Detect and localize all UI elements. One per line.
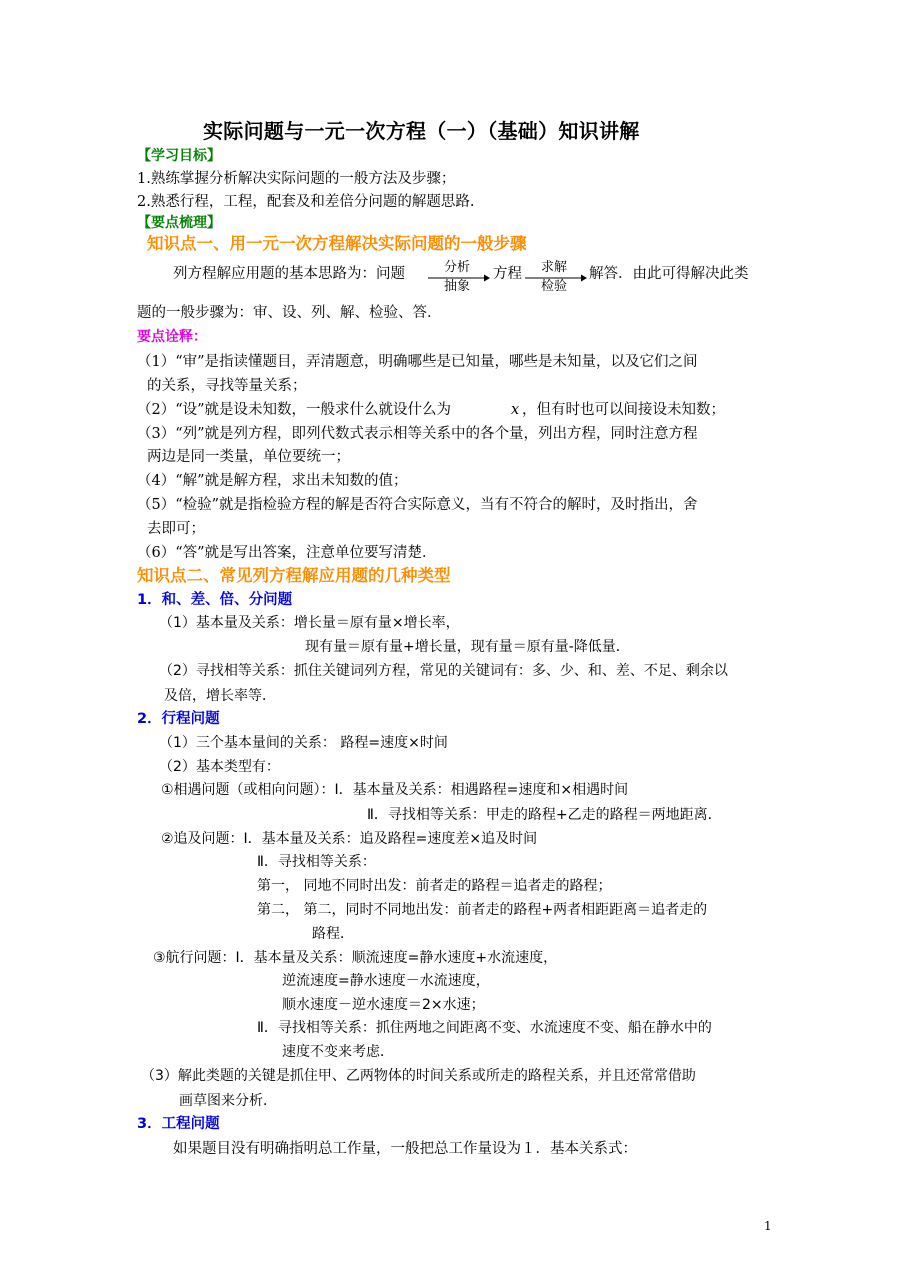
- arrow-solve-check: [525, 260, 587, 300]
- note-line-6: （6）“答”就是写出答案，注意单位要写清楚．: [137, 545, 437, 561]
- note-variable-x: x: [511, 402, 520, 418]
- s2-line-6: Ⅱ．寻找相等关系：: [257, 854, 376, 870]
- s2-line-16: 画草图来分析．: [179, 1093, 277, 1109]
- kp1-intro-suffix: 解答．由此可得解决此类: [589, 266, 749, 282]
- s2-line-11: 逆流速度=静水速度－水流速度，: [282, 973, 490, 989]
- s2-line-4: Ⅱ．寻找相等关系：甲走的路程+乙走的路程＝两地距离．: [367, 807, 722, 823]
- arrow1-top-label: 分析: [443, 260, 470, 275]
- document-title: 实际问题与一元一次方程（一）（基础）知识讲解: [203, 119, 640, 143]
- note-line-3: （3）“列”就是列方程，即列代数式表示相等关系中的各个量，列出方程，同时注意方程: [137, 426, 698, 442]
- kp1-equation-word: 方程: [493, 266, 522, 282]
- kp1-intro-line2: 题的一般步骤为：审、设、列、解、检验、答．: [137, 305, 442, 321]
- note-line-4: （4）“解”就是解方程，求出未知数的值；: [137, 473, 408, 489]
- learning-goals-tag: 【学习目标】: [137, 148, 221, 164]
- kp1-intro-prefix: 列方程解应用题的基本思路为：问题: [173, 266, 405, 282]
- s3-line-1: 如果题目没有明确指明总工作量，一般把总工作量设为１．基本关系式：: [173, 1141, 637, 1157]
- s2-line-10: ③航行问题：Ⅰ．基本量及关系：顺流速度=静水速度+水流速度，: [153, 950, 558, 966]
- note-line-1: （1）“审”是指读懂题目，弄清题意，明确哪些是已知量，哪些是未知量，以及它们之间: [137, 354, 698, 370]
- arrow-analyze-abstract: [428, 260, 490, 300]
- key-points-tag: 【要点梳理】: [137, 215, 221, 231]
- s2-line-8: 第二， 第二，同时不同地出发：前者走的路程+两者相距距离＝追者走的: [257, 902, 708, 918]
- note-line-5: （5）“检验”就是指检验方程的解是否符合实际意义，当有不符合的解时，及时指出，舍: [137, 497, 698, 513]
- knowledge-point-1-heading: 知识点一、用一元一次方程解决实际问题的一般步骤: [147, 234, 527, 253]
- s2-line-15: （3）解此类题的关键是抓住甲、乙两物体的时间关系或所走的路程关系，并且还常常借助: [141, 1068, 696, 1084]
- note-line-2b: ，但有时也可以间接设未知数；: [522, 402, 725, 418]
- section-3-heading: 3．工程问题: [137, 1116, 220, 1132]
- s1-line-2: 现有量＝原有量+增长量，现有量＝原有量-降低量．: [305, 639, 630, 655]
- goal-item-2: 2.熟悉行程，工程，配套及和差倍分问题的解题思路.: [137, 194, 475, 210]
- arrow1-bottom-label: 抽象: [443, 279, 470, 294]
- section-1-heading: 1．和、差、倍、分问题: [137, 592, 293, 608]
- s2-line-2: （2）基本类型有：: [159, 759, 280, 775]
- note-line-2a: （2）“设”就是设未知数，一般求什么就设什么为: [137, 402, 452, 418]
- s2-line-5: ②追及问题：Ⅰ．基本量及关系：追及路程=速度差×追及时间: [161, 831, 538, 847]
- page-number: 1: [764, 1219, 772, 1233]
- goal-item-1: 1.熟练掌握分析解决实际问题的一般方法及步骤；: [137, 171, 456, 187]
- s1-line-1: （1）基本量及关系：增长量＝原有量×增长率，: [159, 615, 460, 631]
- s1-line-3: （2）寻找相等关系：抓住关键词列方程，常见的关键词有：多、少、和、差、不足、剩余以: [159, 663, 728, 679]
- s2-line-7: 第一， 同地不同时出发：前者走的路程＝追者走的路程；: [257, 878, 612, 894]
- s1-line-4: 及倍，增长率等．: [164, 688, 276, 704]
- section-2-heading: 2．行程问题: [137, 711, 220, 727]
- arrow2-top-label: 求解: [540, 260, 567, 275]
- s2-line-9: 路程．: [312, 926, 354, 942]
- note-line-1b: 的关系，寻找等量关系；: [147, 378, 307, 394]
- arrow2-bottom-label: 检验: [540, 279, 567, 294]
- s2-line-14: 速度不变来考虑．: [282, 1044, 394, 1060]
- knowledge-point-2-heading: 知识点二、常见列方程解应用题的几种类型: [137, 566, 451, 585]
- s2-line-3: ①相遇问题（或相向问题）：Ⅰ．基本量及关系：相遇路程=速度和×相遇时间: [161, 782, 629, 798]
- s2-line-13: Ⅱ．寻找相等关系：抓住两地之间距离不变、水流速度不变、船在静水中的: [257, 1020, 712, 1036]
- s2-line-12: 顺水速度－逆水速度＝2×水速；: [282, 997, 485, 1013]
- note-line-3b: 两边是同一类量，单位要统一；: [147, 449, 350, 465]
- key-note-label: 要点诠释：: [137, 329, 207, 345]
- note-line-5b: 去即可；: [147, 521, 205, 537]
- s2-line-1: （1）三个基本量间的关系： 路程=速度×时间: [159, 735, 448, 751]
